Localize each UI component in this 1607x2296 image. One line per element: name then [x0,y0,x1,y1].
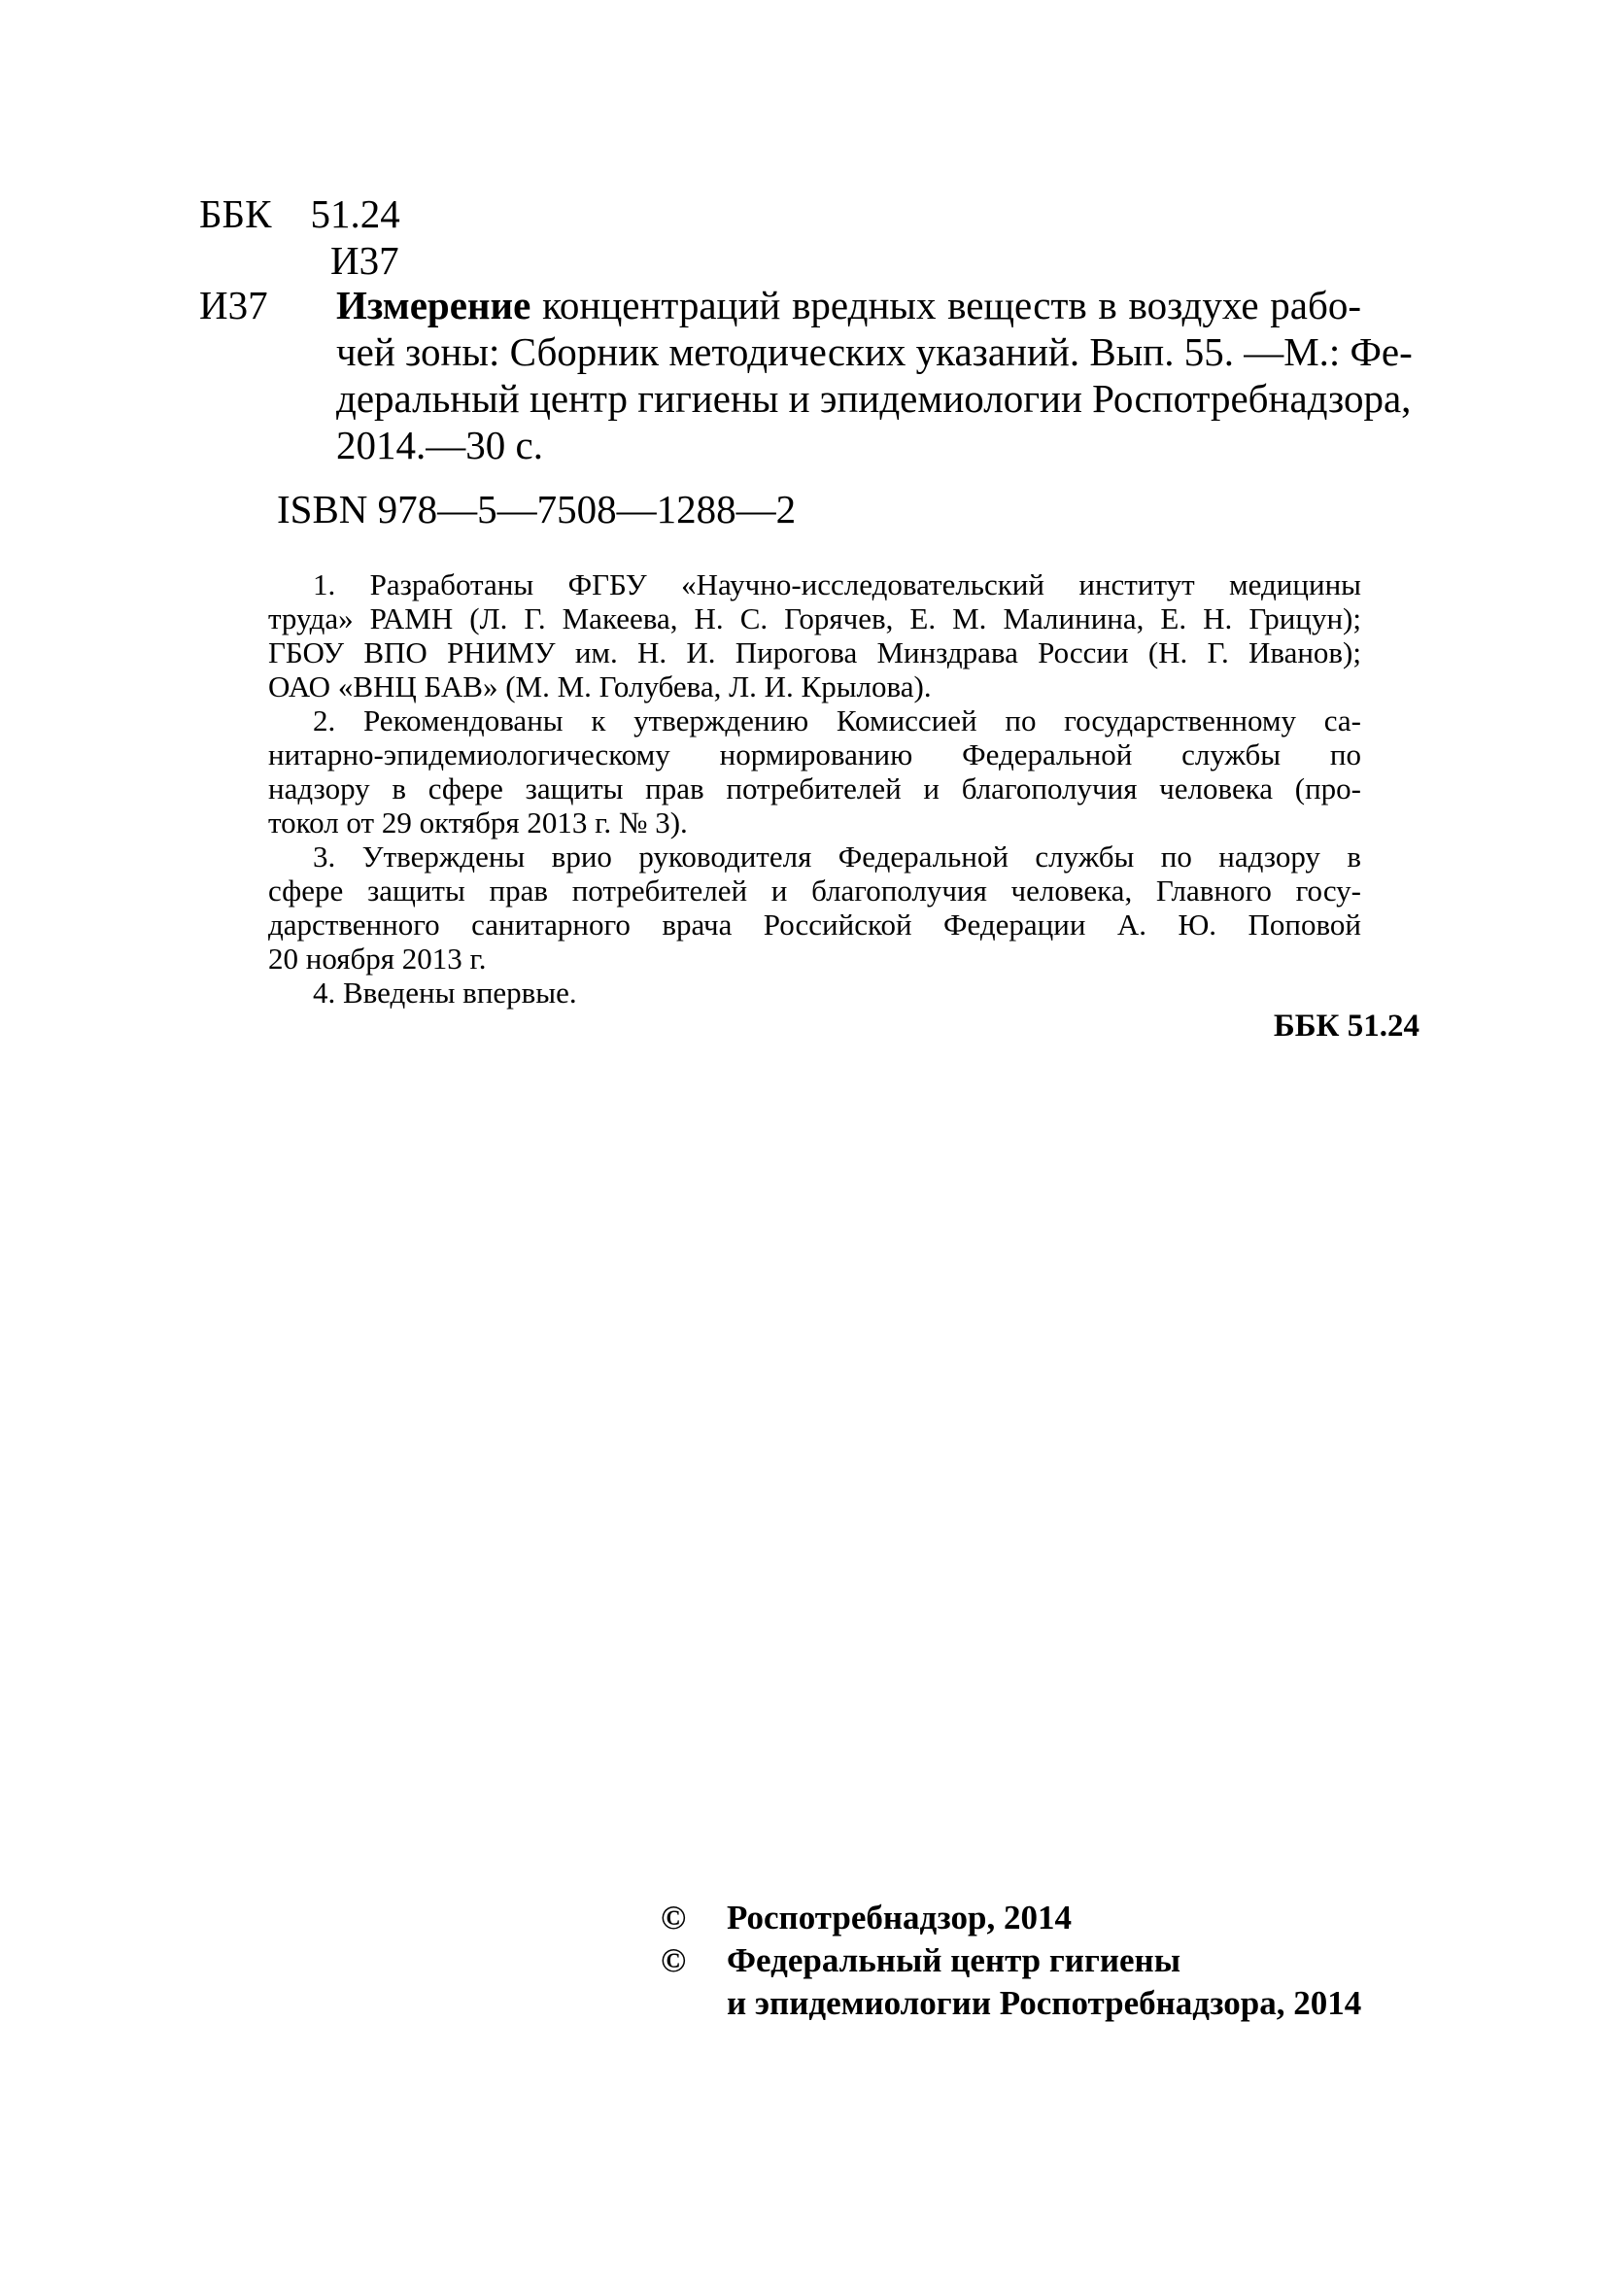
bbk-footer: ББК 51.24 [1273,1009,1419,1044]
note-line: труда» РАМН (Л. Г. Макеева, Н. С. Горячев, Е. М. Малинина, Е. Н. Грицун); [268,601,1361,635]
note-line: нитарно-эпидемиологическому нормированию Федеральной службы по [268,737,1361,771]
entry-line-4: 2014.—30 с. [336,423,543,467]
bibliographic-entry [336,282,1413,468]
note-line: 20 ноября 2013 г. [268,942,487,976]
copyright-block [661,1897,1361,2025]
entry-line-3: деральный центр гигиены и эпидемиологии Роспотребнадзора, [336,376,1412,421]
publication-notes [268,567,1361,1010]
note-line: сфере защиты прав потребителей и благополучия человека, Главного госу- [268,874,1361,908]
note-line: 1. Разработаны ФГБУ «Научно-исследовательский институт медицины [313,567,1361,601]
isbn: ISBN 978—5—7508—1288—2 [277,487,797,531]
note-line: токол от 29 октября 2013 г. № 3). [268,805,688,840]
note-line: 2. Рекомендованы к утверждению Комиссией по государственному са- [313,703,1361,737]
entry-line-1 [336,282,1361,328]
copyright-icon: © [661,1941,687,1979]
entry-mark: И37 [199,283,268,327]
copyright-owner-2: Федеральный центр гигиены [727,1941,1181,1979]
bbk-code: 51.24 [310,191,400,236]
note-line: ОАО «ВНЦ БАВ» (М. М. Голубева, Л. И. Крылова). [268,669,932,703]
note-line: ГБОУ ВПО РНИМУ им. Н. И. Пирогова Минздрава России (Н. Г. Иванов); [268,635,1361,669]
entry-line-2: чей зоны: Сборник методических указаний. Вып. 55. —М.: Фе- [336,329,1413,374]
copyright-icon: © [661,1899,687,1936]
bbk-header [199,190,400,237]
copyright-owner-1: Роспотребнадзор, 2014 [727,1899,1072,1936]
note-line: 3. Утверждены врио руководителя Федеральной службы по надзору в [313,840,1361,874]
note-line: дарственного санитарного врача Российской Федерации А. Ю. Поповой [268,908,1361,942]
entry-line-1-text: концентраций вредных веществ в воздухе рабо- [530,283,1361,327]
copyright-line-1 [661,1897,1361,1939]
entry-title-word: Измерение [336,283,531,327]
copyright-line-2 [661,1939,1361,1982]
note-line: 4. Введены впервые. [313,976,577,1010]
bbk-label: ББК [199,191,272,236]
author-mark: И37 [330,238,399,283]
note-line: надзору в сфере защиты прав потребителей и благополучия человека (про- [268,771,1361,805]
copyright-line-3: и эпидемиологии Роспотребнадзора, 2014 [727,1984,1362,2022]
